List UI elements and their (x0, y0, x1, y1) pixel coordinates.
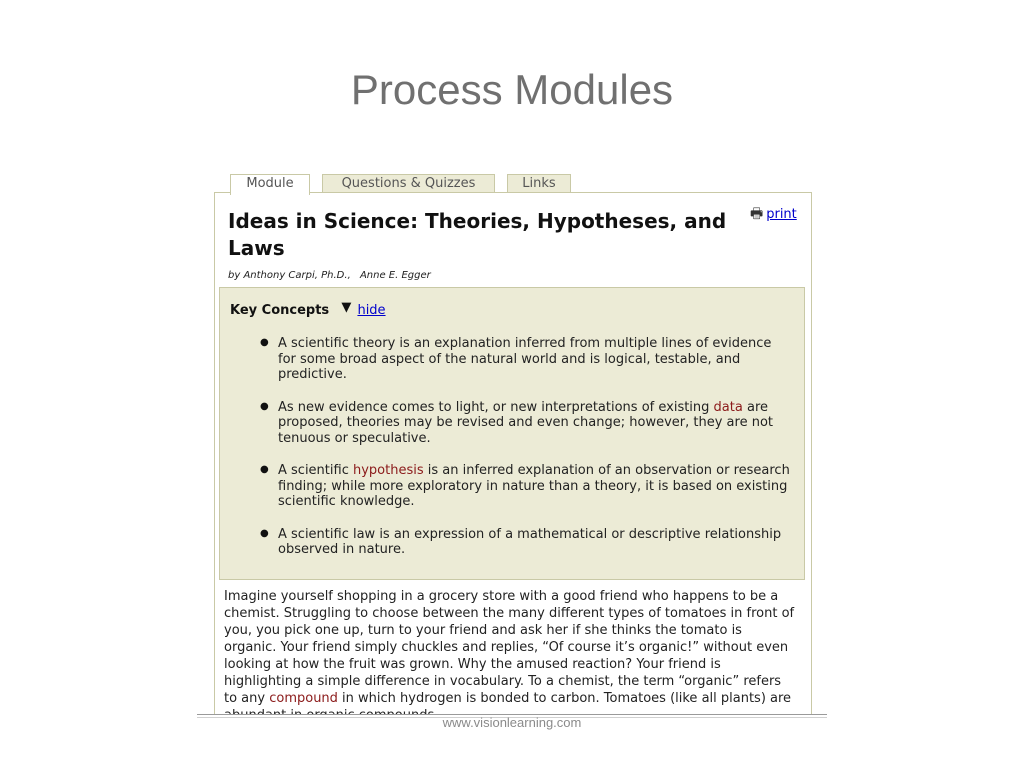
concept-text: As new evidence comes to light, or new interpretations of existing (278, 399, 714, 415)
key-concepts-header (230, 300, 386, 318)
hide-link[interactable]: hide (357, 303, 386, 318)
key-concepts-title: Key Concepts (230, 303, 330, 318)
concept-text: A scientific theory is an explanation inferred from multiple lines of evidence for some broad aspect of the natural world and is logical, testable, and predictive. (278, 336, 772, 382)
printer-icon: 🖶 (750, 206, 764, 222)
glossary-term-compound[interactable]: compound (269, 691, 338, 706)
author-2[interactable]: Anne E. Egger (359, 270, 431, 281)
concept-text: are proposed, theories may be revised and even change; however, they are not tenuous or speculative. (278, 399, 773, 446)
list-item (260, 463, 790, 510)
glossary-term-hypothesis[interactable]: hypothesis (352, 463, 424, 478)
list-item (260, 400, 790, 447)
tab-module[interactable]: Module (230, 174, 310, 195)
body-text: Imagine yourself shopping in a grocery store with a good friend who happens to be a chemist. Struggling to choose between the many different types of tomatoes in front of you, you pick one up, turn to your friend and ask her if she thinks the tomato is organic. Your friend simply chuckles and replies, “Of course it’s organic!” without even looking at how the fruit was grown. Why the amused reaction? Your friend is highlighting a simple difference in vocabulary. To a chemist, the term “organic” refers to any (224, 589, 795, 706)
concept-text: A scientific (278, 463, 353, 478)
byline (228, 270, 437, 281)
slide-title: Process Modules (350, 66, 674, 113)
key-concepts-box (219, 287, 805, 580)
article-body (224, 588, 796, 714)
concept-text: is an inferred explanation of an observation or research finding; while more exploratory in nature than a theory, it is based on existing scientific knowledge. (278, 463, 790, 509)
author-1[interactable]: by Anthony Carpi, Ph.D., (228, 270, 351, 281)
article-title: Ideas in Science: Theories, Hypotheses, and Laws (228, 209, 727, 260)
print-link[interactable] (750, 203, 797, 227)
concept-text: A scientific law is an expression of a mathematical or descriptive relationship observed in nature. (278, 526, 782, 557)
print-label[interactable]: print (766, 207, 797, 222)
body-text: in which hydrogen is bonded to carbon. Tomatoes (like all plants) are (342, 691, 792, 706)
tab-questions-quizzes[interactable]: Questions & Quizzes (322, 174, 495, 193)
key-concepts-list (260, 336, 790, 575)
footer-url: www.visionlearning.com (442, 715, 582, 730)
glossary-term-data[interactable]: data (713, 399, 743, 415)
tab-links[interactable]: Links (507, 174, 571, 193)
list-item (260, 527, 790, 558)
list-item (260, 336, 790, 383)
triangle-down-icon[interactable]: ▼ (341, 300, 352, 315)
